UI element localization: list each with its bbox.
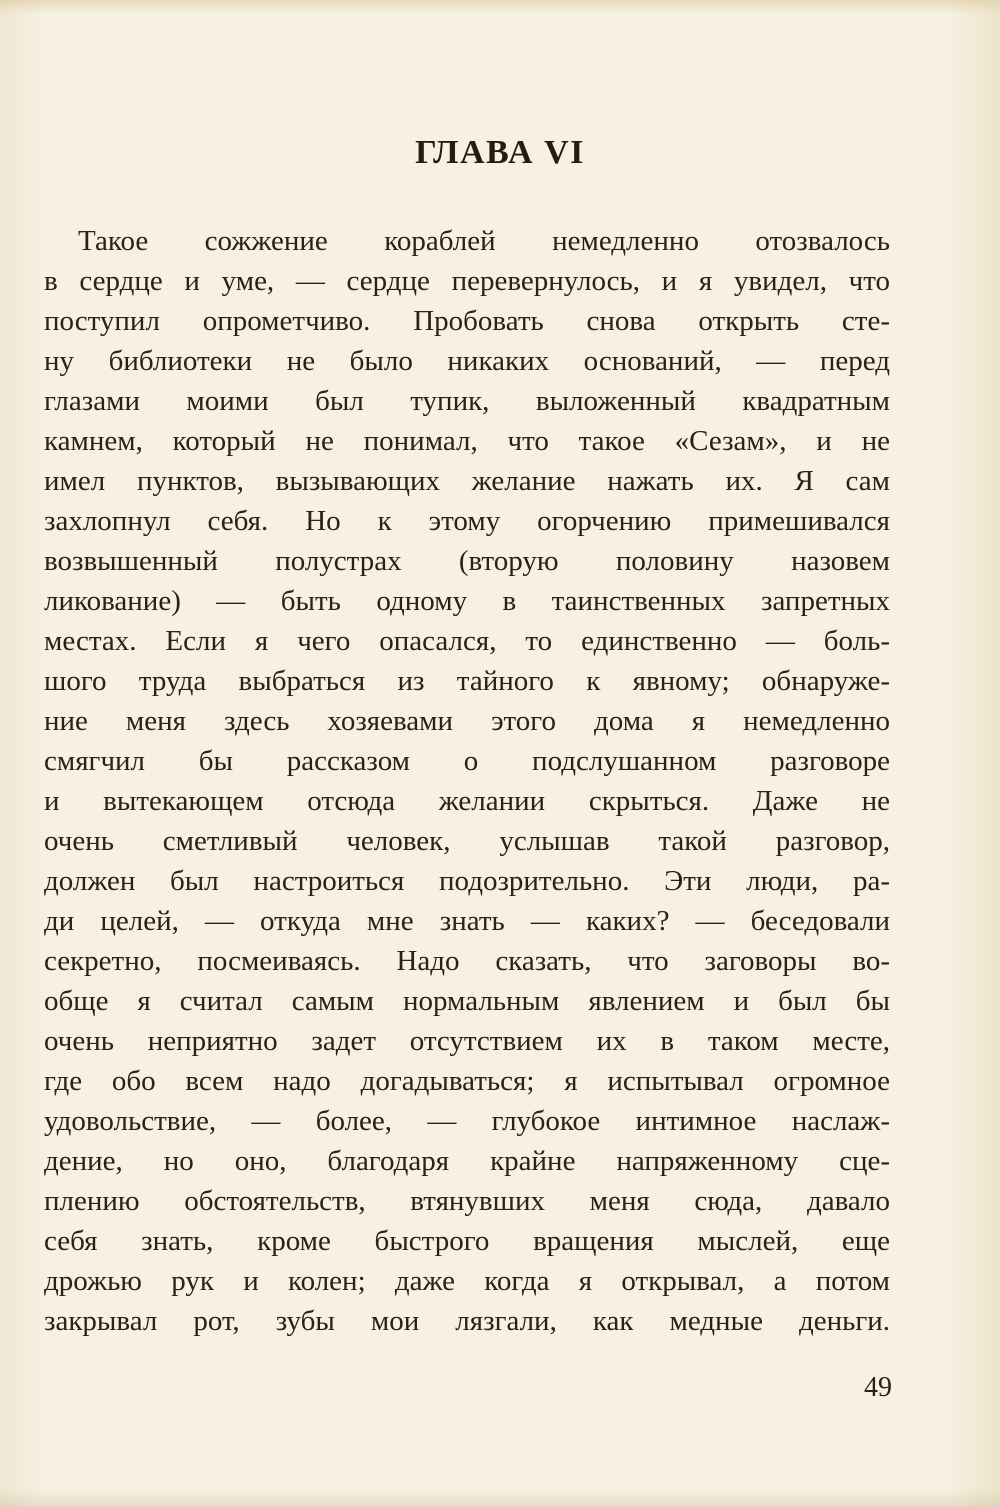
text-line: должен был настроиться подозрительно. Эти люди, ра- (44, 865, 890, 897)
text-line: секретно, посмеиваясь. Надо сказать, что заговоры во- (44, 945, 890, 977)
text-line: имел пунктов, вызывающих желание нажать их. Я сам (44, 465, 890, 497)
text-line: очень сметливый человек, услышав такой разговор, (44, 825, 890, 857)
text-line: очень неприятно задет отсутствием их в таком месте, (44, 1025, 890, 1057)
text-line: удовольствие, — более, — глубокое интимное наслаж- (44, 1105, 890, 1137)
text-line: шого труда выбраться из тайного к явному; обнаруже- (44, 665, 890, 697)
text-line: смягчил бы рассказом о подслушанном разговоре (44, 745, 890, 777)
text-line: возвышенный полустрах (вторую половину назовем (44, 545, 890, 577)
text-line: обще я считал самым нормальным явлением и был бы (44, 985, 890, 1017)
text-line: камнем, который не понимал, что такое «Сезам», и не (44, 425, 890, 457)
text-line: плению обстоятельств, втянувших меня сюда, давало (44, 1185, 890, 1217)
text-line: местах. Если я чего опасался, то единственно — боль- (44, 625, 890, 657)
text-line: поступил опрометчиво. Пробовать снова открыть сте- (44, 305, 890, 337)
text-line: глазами моими был тупик, выложенный квадратным (44, 385, 890, 417)
text-line: в сердце и уме, — сердце перевернулось, и я увидел, что (44, 265, 890, 297)
text-line: ние меня здесь хозяевами этого дома я немедленно (44, 705, 890, 737)
body-text (44, 221, 890, 1341)
text-line: ди целей, — откуда мне знать — каких? — беседовали (44, 905, 890, 937)
text-line: захлопнул себя. Но к этому огорчению примешивался (44, 505, 890, 537)
chapter-title: ГЛАВА VI (415, 134, 585, 171)
text-line: Такое сожжение кораблей немедленно отозвалось (78, 225, 890, 257)
page-number: 49 (864, 1372, 892, 1403)
text-line: дение, но оно, благодаря крайне напряженному сце- (44, 1145, 890, 1177)
text-line: где обо всем надо догадываться; я испытывал огромное (44, 1065, 890, 1097)
text-line: закрывал рот, зубы мои лязгали, как медные деньги. (44, 1305, 890, 1337)
text-line: и вытекающем отсюда желании скрыться. Даже не (44, 785, 890, 817)
text-line: дрожью рук и колен; даже когда я открывал, а потом (44, 1265, 890, 1297)
text-line: себя знать, кроме быстрого вращения мыслей, еще (44, 1225, 890, 1257)
text-line: ликование) — быть одному в таинственных запретных (44, 585, 890, 617)
text-line: ну библиотеки не было никаких оснований, — перед (44, 345, 890, 377)
